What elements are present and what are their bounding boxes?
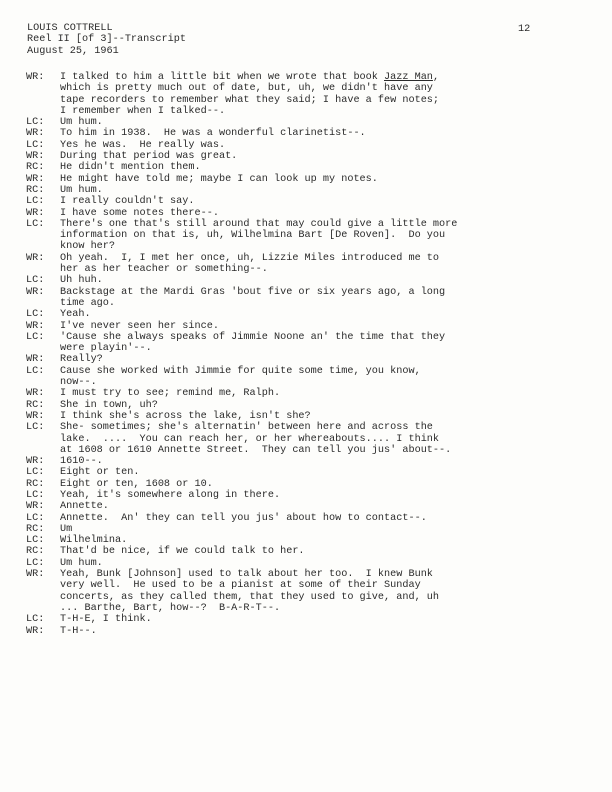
speaker-label: RC: bbox=[26, 399, 45, 411]
speech-line-text: Really? bbox=[60, 354, 103, 366]
speech-line bbox=[60, 377, 546, 388]
speech-text bbox=[60, 490, 546, 501]
speech-text bbox=[60, 569, 546, 614]
speaker-label: LC: bbox=[26, 489, 45, 501]
transcript-entry bbox=[26, 332, 546, 355]
book-title-punctuation: , bbox=[432, 72, 440, 83]
speaker-label: LC: bbox=[26, 365, 45, 377]
speech-text bbox=[60, 219, 546, 253]
speech-line bbox=[60, 117, 546, 128]
speech-line-text: Oh yeah. I, I met her once, uh, Lizzie Miles introduced me to bbox=[60, 252, 440, 264]
interviewee-name: LOUIS COTTRELL bbox=[27, 23, 113, 34]
speaker-label: WR: bbox=[26, 569, 45, 581]
speech-line-text: concerts, as they called them, that they used to give, and, uh bbox=[60, 591, 440, 603]
speech-line bbox=[60, 434, 546, 445]
transcript-entry bbox=[26, 275, 546, 286]
speaker-label: LC: bbox=[26, 467, 45, 479]
speech-line-text: Wilhelmina. bbox=[60, 535, 128, 547]
speech-line-text: During that period was great. bbox=[60, 151, 238, 163]
speech-line-text: I must try to see; remind me, Ralph. bbox=[60, 388, 281, 400]
speech-line-text: know her? bbox=[60, 241, 116, 253]
speech-line-text: I think she's across the lake, isn't she? bbox=[60, 410, 311, 422]
speech-line bbox=[60, 580, 546, 591]
speech-text bbox=[60, 467, 546, 478]
speech-line bbox=[60, 354, 546, 365]
transcript-entry bbox=[26, 253, 546, 276]
speech-line-text: 1610--. bbox=[60, 456, 103, 468]
speech-line-text: at 1608 or 1610 Annette Street. They can tell you jus' about--. bbox=[60, 444, 452, 456]
speech-line-text: He might have told me; maybe I can look up my notes. bbox=[60, 173, 378, 185]
speech-line bbox=[60, 140, 546, 151]
speech-line-text: Um hum. bbox=[60, 184, 103, 196]
speech-line bbox=[60, 287, 546, 298]
speech-line bbox=[60, 298, 546, 309]
speech-text bbox=[60, 546, 546, 557]
speech-line bbox=[60, 321, 546, 332]
speaker-label: WR: bbox=[26, 625, 45, 637]
speaker-label: WR: bbox=[26, 72, 45, 83]
speaker-label: LC: bbox=[26, 331, 45, 343]
speech-text bbox=[60, 321, 546, 332]
speech-line-text: time ago. bbox=[60, 297, 116, 309]
speech-text bbox=[60, 411, 546, 422]
speech-line-text: Annette. bbox=[60, 501, 109, 513]
speech-line-text: She- sometimes; she's alternatin' between here and across the bbox=[60, 422, 433, 434]
speech-line bbox=[60, 72, 546, 83]
speaker-label: LC: bbox=[26, 196, 45, 208]
transcript-entry bbox=[26, 388, 546, 399]
speech-line-text: Yeah. bbox=[60, 309, 91, 321]
speech-text bbox=[60, 275, 546, 286]
transcript-entry bbox=[26, 411, 546, 422]
transcript-entry bbox=[26, 72, 546, 117]
transcript-entry bbox=[26, 467, 546, 478]
speech-line bbox=[60, 456, 546, 467]
speech-line-text: information on that is, uh, Wilhelmina Bart [De Roven]. Do you bbox=[60, 230, 446, 242]
transcript-entry bbox=[26, 614, 546, 625]
speech-text bbox=[60, 140, 546, 151]
transcript-entry bbox=[26, 162, 546, 173]
speech-text bbox=[60, 501, 546, 512]
speech-line-text: That'd be nice, if we could talk to her. bbox=[60, 546, 305, 558]
transcript-entry bbox=[26, 479, 546, 490]
speaker-label: RC: bbox=[26, 478, 45, 490]
speech-line-text: She in town, uh? bbox=[60, 399, 158, 411]
speech-text bbox=[60, 117, 546, 128]
speech-line-text: lake. .... You can reach her, or her whereabouts.... I think bbox=[60, 433, 440, 445]
speech-line-text: Yeah, it's somewhere along in there. bbox=[60, 489, 281, 501]
speech-line-text: Eight or ten, 1608 or 10. bbox=[60, 478, 213, 490]
speech-line-text: I have some notes there--. bbox=[60, 207, 219, 219]
speech-text bbox=[60, 287, 546, 310]
transcript-entry bbox=[26, 513, 546, 524]
speech-line bbox=[60, 422, 546, 433]
speech-line bbox=[60, 535, 546, 546]
speaker-label: WR: bbox=[26, 501, 45, 513]
speech-line bbox=[60, 411, 546, 422]
speech-text bbox=[60, 422, 546, 456]
speech-text bbox=[60, 614, 546, 625]
speaker-label: WR: bbox=[26, 151, 45, 163]
speech-text bbox=[60, 174, 546, 185]
speaker-label: LC: bbox=[26, 557, 45, 569]
transcript-entry bbox=[26, 422, 546, 456]
speech-line bbox=[60, 128, 546, 139]
speaker-label: WR: bbox=[26, 320, 45, 332]
transcript-entry bbox=[26, 626, 546, 637]
speaker-label: WR: bbox=[26, 286, 45, 298]
speaker-label: WR: bbox=[26, 456, 45, 468]
speech-line bbox=[60, 185, 546, 196]
speech-line-text: very well. He used to be a pianist at some of their Sunday bbox=[60, 580, 421, 592]
transcript-entry bbox=[26, 185, 546, 196]
speech-line-text: Annette. An' they can tell you jus' about how to contact--. bbox=[60, 512, 427, 524]
speech-text bbox=[60, 162, 546, 173]
speech-text bbox=[60, 185, 546, 196]
speech-text bbox=[60, 388, 546, 399]
speech-line bbox=[60, 343, 546, 354]
speech-line bbox=[60, 241, 546, 252]
speech-line bbox=[60, 592, 546, 603]
speaker-label: LC: bbox=[26, 422, 45, 434]
transcript-entry bbox=[26, 558, 546, 569]
speech-line bbox=[60, 162, 546, 173]
speech-line bbox=[60, 626, 546, 637]
speaker-label: LC: bbox=[26, 275, 45, 287]
speech-line-text: 'Cause she always speaks of Jimmie Noone an' the time that they bbox=[60, 331, 446, 343]
speech-line bbox=[60, 332, 546, 343]
speech-line bbox=[60, 603, 546, 614]
speech-line bbox=[60, 219, 546, 230]
transcript-entry bbox=[26, 287, 546, 310]
transcript-entry bbox=[26, 151, 546, 162]
speech-line-text: I really couldn't say. bbox=[60, 196, 195, 208]
speaker-label: LC: bbox=[26, 117, 45, 129]
speaker-label: WR: bbox=[26, 410, 45, 422]
speech-line-text: Cause she worked with Jimmie for quite some time, you know, bbox=[60, 365, 421, 377]
speech-line-text: I've never seen her since. bbox=[60, 320, 219, 332]
speech-line bbox=[60, 253, 546, 264]
speech-line bbox=[60, 467, 546, 478]
speech-line-text: now--. bbox=[60, 377, 97, 389]
transcript-entry bbox=[26, 208, 546, 219]
speech-text bbox=[60, 535, 546, 546]
transcript-entry bbox=[26, 128, 546, 139]
speech-line bbox=[60, 275, 546, 286]
transcript-entry bbox=[26, 117, 546, 128]
speech-text bbox=[60, 253, 546, 276]
book-title: Jazz Man bbox=[384, 72, 433, 83]
speech-line bbox=[60, 106, 546, 117]
transcript-entry bbox=[26, 400, 546, 411]
speech-line-text: were playin'--. bbox=[60, 343, 152, 355]
speech-line-text: There's one that's still around that may could give a little more bbox=[60, 218, 458, 230]
speech-text bbox=[60, 626, 546, 637]
speaker-label: RC: bbox=[26, 523, 45, 535]
speaker-label: WR: bbox=[26, 354, 45, 366]
speech-line bbox=[60, 479, 546, 490]
transcript-entry bbox=[26, 546, 546, 557]
transcript-entry bbox=[26, 456, 546, 467]
speech-line bbox=[60, 151, 546, 162]
speech-line-text: Yes he was. He really was. bbox=[60, 139, 226, 151]
speaker-label: LC: bbox=[26, 139, 45, 151]
speech-line bbox=[60, 546, 546, 557]
speech-line-text: Um hum. bbox=[60, 557, 103, 569]
speaker-label: WR: bbox=[26, 207, 45, 219]
speech-text bbox=[60, 151, 546, 162]
speech-line bbox=[60, 501, 546, 512]
transcript-entry bbox=[26, 140, 546, 151]
speech-line bbox=[60, 490, 546, 501]
speech-text bbox=[60, 354, 546, 365]
speech-line-text: which is pretty much out of date, but, uh, we didn't have any bbox=[60, 83, 433, 95]
speech-line bbox=[60, 309, 546, 320]
speaker-label: LC: bbox=[26, 309, 45, 321]
transcript-entry bbox=[26, 196, 546, 207]
speech-line bbox=[60, 445, 546, 456]
transcript-entry bbox=[26, 569, 546, 614]
transcript-entry bbox=[26, 490, 546, 501]
speech-line bbox=[60, 388, 546, 399]
speech-text bbox=[60, 479, 546, 490]
speech-text bbox=[60, 208, 546, 219]
speech-text bbox=[60, 128, 546, 139]
speaker-label: LC: bbox=[26, 614, 45, 626]
speech-line-text: ... Barthe, Bart, how--? B-A-R-T--. bbox=[60, 602, 281, 614]
speech-line-text: Yeah, Bunk [Johnson] used to talk about her too. I knew Bunk bbox=[60, 569, 433, 581]
speech-line-text: I talked to him a little bit when we wrote that book bbox=[60, 72, 385, 83]
transcript-entry bbox=[26, 321, 546, 332]
speech-text bbox=[60, 309, 546, 320]
speech-line bbox=[60, 264, 546, 275]
transcript-entry bbox=[26, 524, 546, 535]
transcript-entry bbox=[26, 309, 546, 320]
speaker-label: WR: bbox=[26, 173, 45, 185]
speech-line bbox=[60, 230, 546, 241]
speaker-label: WR: bbox=[26, 252, 45, 264]
speaker-label: WR: bbox=[26, 388, 45, 400]
speech-line bbox=[60, 524, 546, 535]
transcript-entry bbox=[26, 501, 546, 512]
speech-text bbox=[60, 72, 546, 117]
speaker-label: LC: bbox=[26, 512, 45, 524]
speaker-label: LC: bbox=[26, 218, 45, 230]
speech-line-text: Eight or ten. bbox=[60, 467, 140, 479]
speech-line-text: tape recorders to remember what they said; I have a few notes; bbox=[60, 94, 440, 106]
speech-line bbox=[60, 95, 546, 106]
speech-line-text: her as her teacher or something--. bbox=[60, 264, 268, 276]
transcript-entry bbox=[26, 174, 546, 185]
speech-line bbox=[60, 614, 546, 625]
speech-text bbox=[60, 400, 546, 411]
speech-line-text: T-H--. bbox=[60, 625, 97, 637]
speech-text bbox=[60, 558, 546, 569]
speech-line bbox=[60, 208, 546, 219]
speech-text bbox=[60, 456, 546, 467]
transcript-entry bbox=[26, 366, 546, 389]
reel-info: Reel II [of 3]--Transcript bbox=[27, 34, 186, 46]
transcript-entry bbox=[26, 219, 546, 253]
speaker-label: LC: bbox=[26, 535, 45, 547]
page-header bbox=[27, 23, 547, 57]
speaker-label: RC: bbox=[26, 184, 45, 196]
transcript-entry bbox=[26, 354, 546, 365]
speech-line-text: He didn't mention them. bbox=[60, 162, 201, 174]
speech-line-text: To him in 1938. He was a wonderful clarinetist--. bbox=[60, 128, 366, 140]
speech-text bbox=[60, 366, 546, 389]
speech-line-text: T-H-E, I think. bbox=[60, 614, 152, 626]
page-number: 12 bbox=[518, 24, 531, 35]
speech-line bbox=[60, 558, 546, 569]
transcript-entry bbox=[26, 535, 546, 546]
speech-text bbox=[60, 524, 546, 535]
speech-line bbox=[60, 366, 546, 377]
speech-text bbox=[60, 513, 546, 524]
speech-line bbox=[60, 83, 546, 94]
speech-line-text: Um bbox=[60, 523, 73, 535]
speaker-label: RC: bbox=[26, 546, 45, 558]
speech-line-text: Um hum. bbox=[60, 117, 103, 129]
speaker-label: RC: bbox=[26, 162, 45, 174]
speech-line-text: Backstage at the Mardi Gras 'bout five or six years ago, a long bbox=[60, 286, 446, 298]
speech-line bbox=[60, 174, 546, 185]
speech-line bbox=[60, 196, 546, 207]
interview-date: August 25, 1961 bbox=[27, 45, 119, 57]
speaker-label: WR: bbox=[26, 128, 45, 140]
speech-line bbox=[60, 569, 546, 580]
speech-line bbox=[60, 513, 546, 524]
speech-line bbox=[60, 400, 546, 411]
speech-text bbox=[60, 196, 546, 207]
transcript-body bbox=[26, 72, 546, 637]
speech-text bbox=[60, 332, 546, 355]
speech-line-text: I remember when I talked--. bbox=[60, 105, 226, 117]
speech-line-text: Uh huh. bbox=[60, 275, 103, 287]
